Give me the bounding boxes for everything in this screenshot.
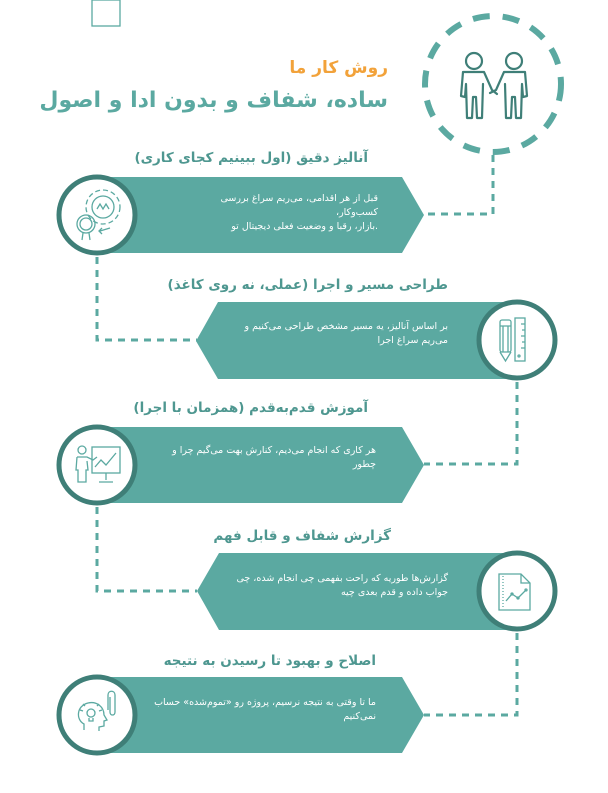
step-5-title: اصلاح و بهبود تا رسیدن به نتیجه (163, 653, 376, 669)
step-5-desc-line-2: نمی‌کنیم (343, 711, 376, 722)
header-dashed-circle (425, 16, 561, 152)
step-5-icon-circle (59, 677, 135, 753)
step-3-title: آموزش قدم‌به‌قدم (همزمان با اجرا) (133, 400, 368, 416)
step-3-desc-line-1: هر کاری که انجام می‌دیم، کنارش بهت می‌گیم چرا و (172, 445, 376, 456)
step-1-icon-circle (59, 177, 135, 253)
step-3-desc-line-2: چطور (352, 459, 376, 470)
step-1-desc-line-1: قبل از هر اقدامی، می‌ریم سراغ بررسی کسب‌وکار، (220, 193, 378, 218)
step-5-description (146, 696, 376, 724)
header-title: ساده، شفاف و بدون ادا و اصول (39, 88, 388, 113)
step-4-desc-line-2: جواب داده و قدم بعدی چیه (340, 587, 448, 598)
step-2-desc-line-1: بر اساس آنالیز، یه مسیر مشخص طراحی می‌کنیم و (244, 321, 448, 332)
step-4-title: گزارش شفاف و قابل فهم (213, 528, 391, 544)
step-1-desc-line-2: .بازار، رقبا و وضعیت فعلی دیجیتال تو (231, 221, 378, 232)
step-2-description (228, 320, 448, 348)
handshake-people-icon (461, 53, 527, 118)
step-3-description (156, 444, 376, 472)
step-4-desc-line-1: گزارش‌ها طوریه که راحت بفهمی چی انجام شده، چی (236, 573, 448, 584)
step-1-description (178, 192, 378, 234)
step-4-description (228, 572, 448, 600)
step-2-title: طراحی مسیر و اجرا (عملی، نه روی کاغذ) (167, 277, 448, 293)
step-2-desc-line-2: می‌ریم سراغ اجرا (377, 335, 448, 346)
step-5-desc-line-1: ما تا وقتی به نتیجه نرسیم، پروژه رو «تموم‌شده» حساب (154, 697, 376, 708)
step-1-title: آنالیز دقیق (اول ببینیم کجای کاری) (134, 150, 368, 166)
step-4-icon-circle (479, 553, 555, 629)
step-2-icon-circle (479, 302, 555, 378)
header-subtitle: روش کار ما (289, 58, 388, 78)
